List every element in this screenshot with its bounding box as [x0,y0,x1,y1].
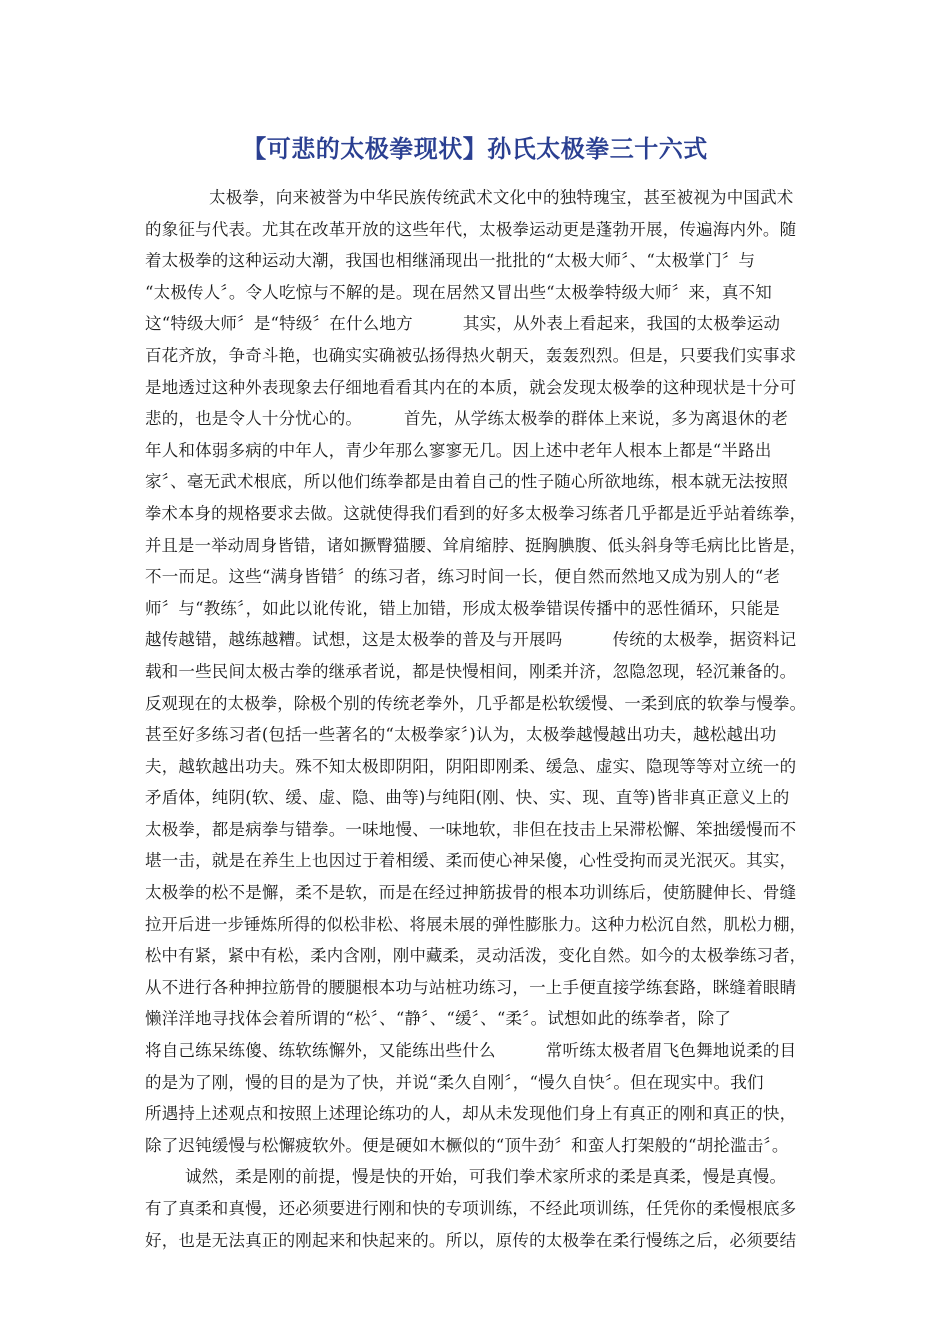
text-line: 所遇持上述观点和按照上述理论练功的人，却从未发现他们身上有真正的刚和真正的快， [145,1104,797,1124]
text-line: 诚然，柔是刚的前提，慢是快的开始，可我们拳术家所求的柔是真柔，慢是真慢。 [185,1167,787,1187]
document-body [145,182,810,1256]
text-line: 将自己练呆练傻、练软练懈外，又能练出些什么 常听练太极者眉飞色舞地说柔的目 [145,1041,797,1061]
text-line: 的是为了刚，慢的目的是为了快，并说“柔久自刚〞，“慢久自快〞。但在现实中。我们 [145,1072,764,1092]
text-line: “太极传人〞。令人吃惊与不解的是。现在居然又冒出些“太极拳特级大师〞来，真不知 [145,282,772,302]
text-line: 松中有紧，紧中有松，柔内含刚，刚中藏柔，灵动活泼，变化自然。如今的太极拳练习者， [145,946,807,966]
text-line: 越传越错，越练越糟。试想，这是太极拳的普及与开展吗 传统的太极拳，据资料记 [145,630,797,650]
text-line: 这“特级大师〞是“特级〞在什么地方 其实，从外表上看起来，我国的太极拳运动 [145,314,781,334]
text-line: 年人和体弱多病的中年人，青少年那么寥寥无几。因上述中老年人根本上都是“半路出 [145,440,772,460]
text-line: 百花齐放，争奇斗艳，也确实实确被弘扬得热火朝天，轰轰烈烈。但是，只要我们实事求 [145,345,797,365]
text-line: 太极拳，向来被誉为中华民族传统武术文化中的独特瑰宝，甚至被视为中国武术 [209,188,794,207]
document-title: 【可悲的太极拳现状】孙氏太极拳三十六式 [242,135,708,163]
text-line: 的象征与代表。尤其在改革开放的这些年代，太极拳运动更是蓬勃开展，传遍海内外。随 [145,219,797,239]
text-line: 从不进行各种抻拉筋骨的腰腿根本功与站桩功练习，一上手便直接学练套路，眯缝着眼睛 [145,977,797,997]
text-line: 师〞与“教练〞，如此以讹传讹，错上加错，形成太极拳错误传播中的恶性循环，只能是 [145,598,780,618]
text-line: 是地透过这种外表现象去仔细地看看其内在的本质，就会发现太极拳的这种现状是十分可 [145,377,797,397]
text-line: 家〞、毫无武术根底，所以他们练拳都是由着自己的性子随心所欲地练，根本就无法按照 [145,472,789,492]
text-line: 矛盾体，纯阴(软、缓、虚、隐、曲等)与纯阳(刚、快、实、现、直等)皆非真正意义上的 [145,788,790,808]
text-line: 反观现在的太极拳，除极个别的传统老拳外，几乎都是松软缓慢、一柔到底的软拳与慢拳。 [145,693,807,713]
text-line: 太极拳的松不是懈，柔不是软，而是在经过抻筋拔骨的根本功训练后，使筋腱伸长、骨缝 [145,883,797,903]
text-line: 并且是一举动周身皆错，诸如撅臀猫腰、耸肩缩脖、挺胸腆腹、低头斜身等毛病比比皆是， [145,535,807,555]
text-line: 夫，越软越出功夫。殊不知太极即阴阳，阴阳即刚柔、缓急、虚实、隐现等等对立统一的 [145,756,797,776]
text-line: 着太极拳的这种运动大潮，我国也相继涌现出一批批的“太极大师〞、“太极掌门〞与 [145,251,756,271]
text-line: 有了真柔和真慢，还必须要进行刚和快的专项训练，不经此项训练，任凭你的柔慢根底多 [145,1199,797,1218]
text-line: 好，也是无法真正的刚起来和快起来的。所以，原传的太极拳在柔行慢练之后，必须要结 [145,1230,797,1250]
text-line: 拳术本身的规格要求去做。这就使得我们看到的好多太极拳习练者几乎都是近乎站着练拳， [145,503,807,523]
text-line: 不一而足。这些“满身皆错〞的练习者，练习时间一长，便自然而然地又成为别人的“老 [145,567,781,587]
text-line: 太极拳，都是病拳与错拳。一味地慢、一味地软，非但在技击上呆滞松懈、笨拙缓慢而不 [145,819,797,839]
text-line: 除了迟钝缓慢与松懈疲软外。便是硬如木橛似的“顶牛劲〞和蛮人打架般的“胡抡滥击〞。 [145,1135,789,1155]
text-line: 甚至好多练习者(包括一些著名的“太极拳家〞)认为，太极拳越慢越出功夫，越松越出功 [145,725,777,745]
text-line: 拉开后进一步锤炼所得的似松非松、将展未展的弹性膨胀力。这种力松沉自然，肌松力棚， [145,914,807,934]
text-line: 堪一击，就是在养生上也因过于着相缓、柔而使心神呆傻，心性受拘而灵光泯灭。其实， [145,851,797,871]
text-line: 载和一些民间太极古拳的继承者说，都是快慢相间，刚柔并济，忽隐忽现，轻沉兼备的。 [145,661,797,681]
text-line: 悲的，也是令人十分忧心的。 首先，从学练太极拳的群体上来说，多为离退休的老 [145,409,789,429]
text-line: 懒洋洋地寻找体会着所谓的“松〞、“静〞、“缓〞、“柔〞。试想如此的练拳者，除了 [145,1009,732,1029]
